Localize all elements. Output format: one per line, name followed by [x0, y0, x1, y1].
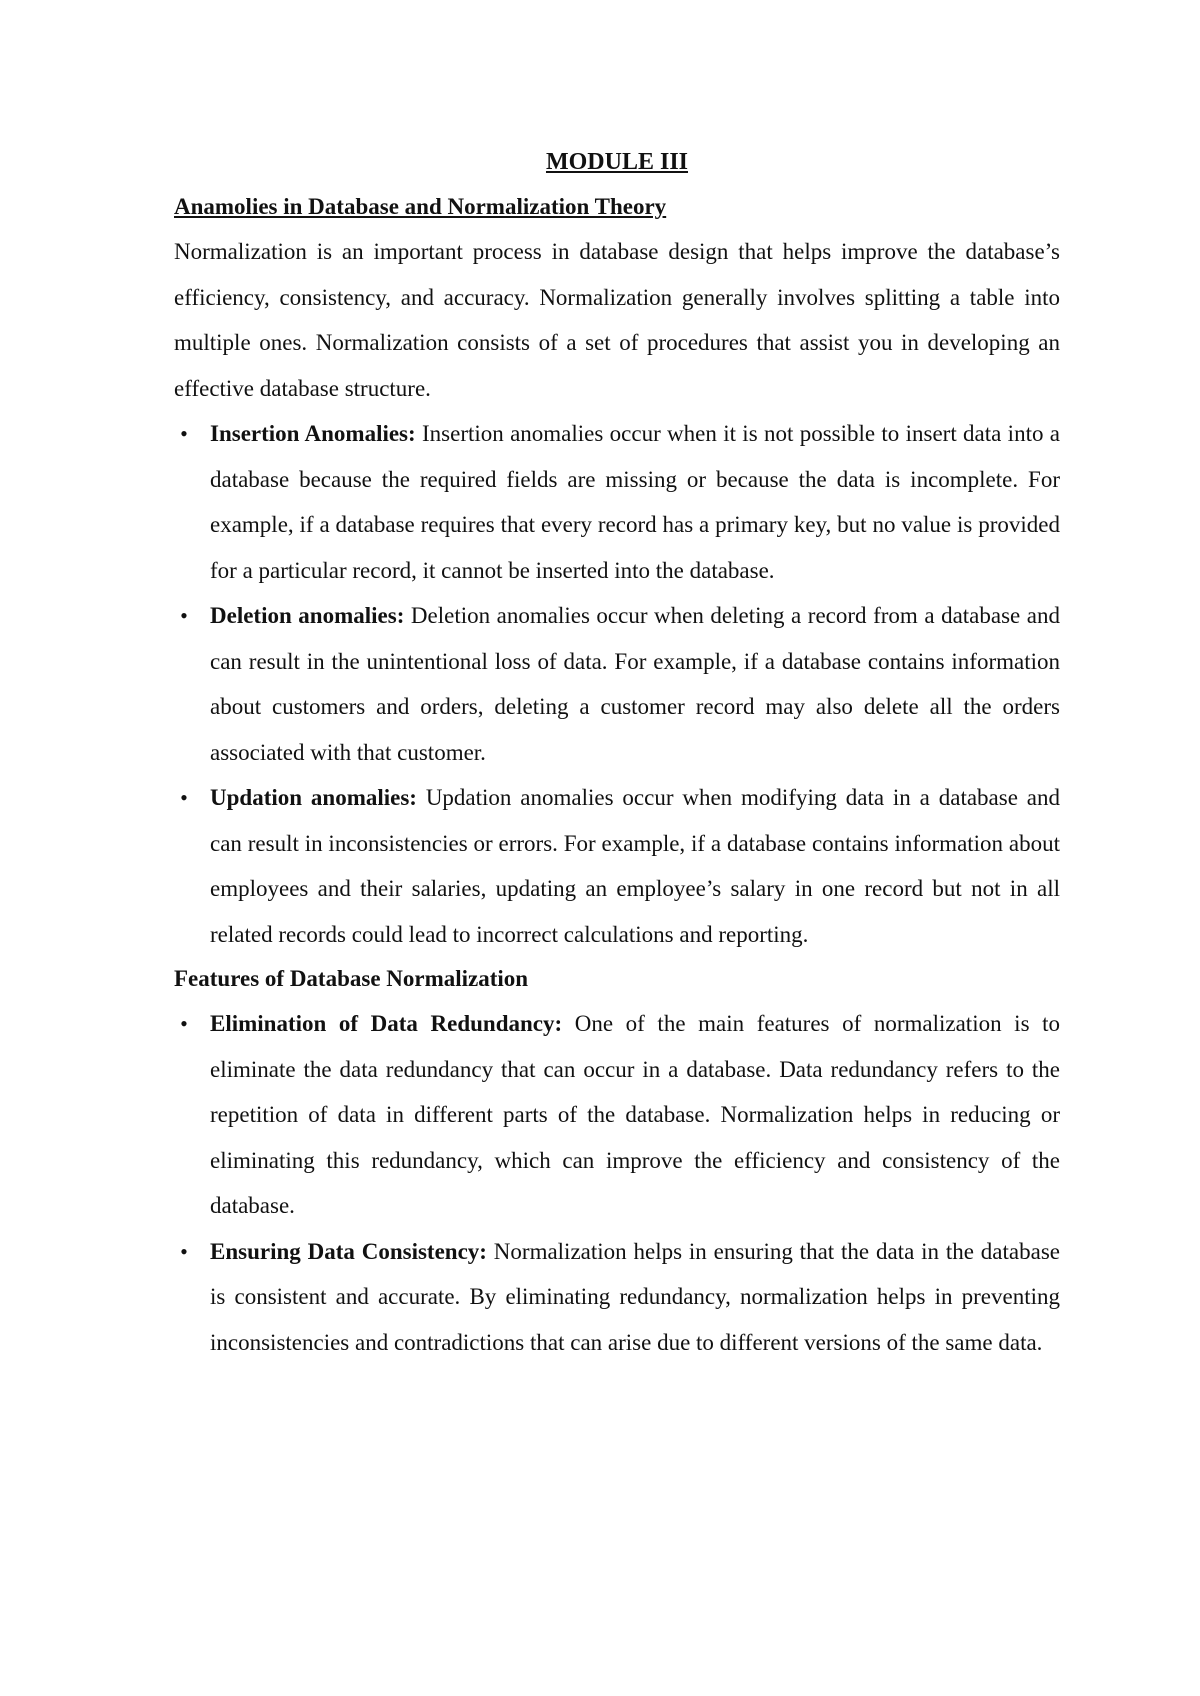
term-description: Deletion anomalies occur when deleting a record from a database and can result in the unintentional loss of data. For example, if a database contains information about customers and orders, deleting a customer record may also delete all the orders associated with that customer.: [210, 603, 1061, 765]
term-description: Insertion anomalies occur when it is not possible to insert data into a database because the required fields are missing or because the data is incomplete. For example, if a database requires that every record has a primary key, but no value is provided for a particular record, it cannot be inserted into the database.: [210, 421, 1060, 583]
term-label: Insertion Anomalies:: [210, 421, 416, 446]
list-item-deletion-anomalies: [174, 593, 1060, 775]
features-list: [174, 1001, 1060, 1365]
bullet-icon: •: [180, 421, 188, 446]
bullet-icon: •: [180, 1011, 188, 1036]
module-title: MODULE III: [545, 149, 689, 175]
anomalies-list: [174, 411, 1060, 957]
term-label: Deletion anomalies:: [210, 603, 405, 628]
term-description: Normalization helps in ensuring that the data in the database is consistent and accurate. By eliminating redundancy, normalization helps in preventing inconsistencies and contradictions that can arise due to different versions of the same data.: [210, 1238, 1060, 1355]
term-label: Updation anomalies:: [210, 785, 417, 810]
list-item-updation-anomalies: [174, 775, 1060, 957]
section-heading-features: Features of Database Normalization: [174, 966, 529, 991]
list-item-insertion-anomalies: [174, 411, 1060, 593]
term-description: One of the main features of normalization is to eliminate the data redundancy that can occur in a database. Data redundancy refers to the repetition of data in different parts of the database. Normalization helps in reducing or eliminating this redundancy, which can improve the efficiency and consistency of the database.: [210, 1011, 1061, 1218]
list-item-ensuring-consistency: [174, 1229, 1060, 1366]
intro-paragraph: Normalization is an important process in database design that helps improve the database’s efficiency, consistency, and accuracy. Normalization generally involves splitting a table into multiple ones. Normalization consists of a set of procedures that assist you in developing an effective database structure.: [174, 239, 1060, 401]
term-label: Ensuring Data Consistency:: [210, 1238, 487, 1264]
term-description: Updation anomalies occur when modifying data in a database and can result in inconsistencies or errors. For example, if a database contains information about employees and their salaries, updating an employee’s salary in one record but not in all related records could lead to incorrect calculations and reporting.: [210, 785, 1060, 947]
bullet-icon: •: [180, 603, 188, 628]
bullet-icon: •: [180, 1238, 188, 1264]
document-page: [174, 140, 1060, 1365]
bullet-icon: •: [180, 785, 188, 810]
term-label: Elimination of Data Redundancy:: [210, 1011, 563, 1036]
list-item-elimination-of-redundancy: [174, 1001, 1060, 1229]
section-heading-anomalies: Anamolies in Database and Normalization Theory: [174, 194, 667, 219]
